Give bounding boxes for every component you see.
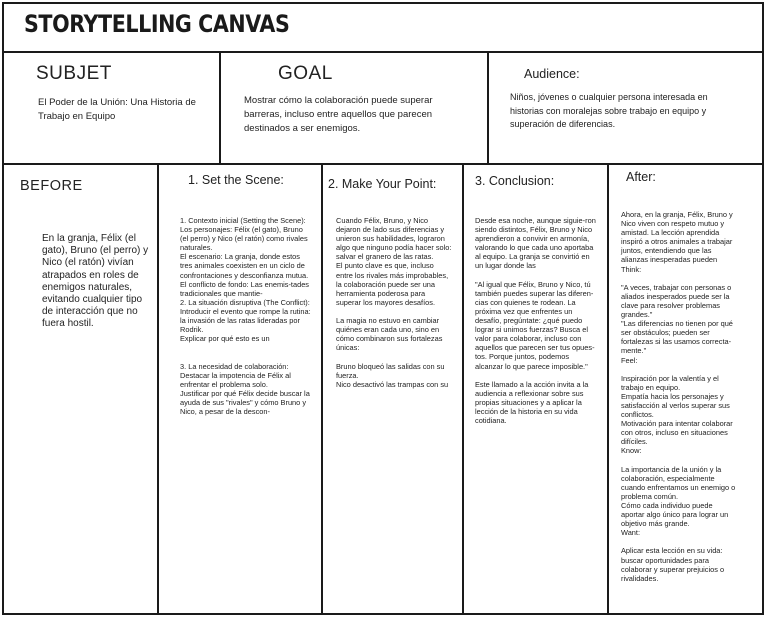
goal-text: Mostrar cómo la colaboración puede superar barreras, incluso entre aquellos que parecen destinados a ser enemigos. [244, 95, 433, 134]
scene-text: 1. Contexto inicial (Setting the Scene): Los personajes: Félix (el gato), Bruno (el perro) y Nico (el ratón) como rivales naturales. El escenario: La granja, donde estos tres animales coexisten en un ciclo de confrontaciones y desconfianza mutua. El conflicto de fondo: Las enemis-tades tradicionales que mantie- 2. La situación disruptiva (The Conflict): Introducir el evento que rompe la rutina: la invasión de las ratas lideradas por Rodrik. Explicar por qué esto es un 3. La necesidad de colaboración: Destacar la impotencia de Félix al enfrentar el problema solo. Justificar por qué Félix decide buscar la ayuda de sus "rivales" y cómo Bruno y Nico, a pesar de la descon- [180, 216, 311, 416]
divider-point-conclusion [462, 164, 464, 615]
goal-label: GOAL [278, 63, 333, 84]
divider-subject-goal [219, 52, 221, 164]
before-label: BEFORE [20, 178, 83, 194]
after-label: After: [626, 170, 656, 184]
divider-scene-point [321, 164, 323, 615]
subject-label: SUBJET [36, 63, 112, 84]
canvas-title: STORYTELLING CANVAS [24, 10, 290, 38]
point-text: Cuando Félix, Bruno, y Nico dejaron de lado sus diferencias y unieron sus habilidades, lograron algo que ninguno podía hacer solo: salvar el granero de las ratas. El punto clave es que, incluso entre los rivales más improbables, la colaboración puede ser una herramienta poderosa para superar los mayores desafíos. La magia no estuvo en cambiar quiénes eran cada uno, sino en cómo combinaron sus fortalezas únicas: Bruno bloqueó las salidas con su fuerza. Nico desactivó las trampas con su [336, 216, 452, 389]
conclusion-label: 3. Conclusion: [475, 174, 555, 188]
divider-before-scene [157, 164, 159, 615]
divider-goal-audience [487, 52, 489, 164]
audience-text: Niños, jóvenes o cualquier persona interesada en historias con moralejas sobre trabajo en equipo y superación de diferencias. [510, 92, 708, 129]
point-label: 2. Make Your Point: [328, 177, 437, 191]
divider-title [2, 51, 764, 53]
conclusion-text: Desde esa noche, aunque siguie-ron siendo distintos, Félix, Bruno y Nico aprendieron a convivir en armonía, valorando lo que cada uno aportaba al equipo. La granja se convirtió en un lugar donde las "Al igual que Félix, Bruno y Nico, tú también puedes superar las diferen-cias con quienes te rodean. La próxima vez que enfrentes un desafío, pregúntate: ¿qué puedo lograr si unimos fuerzas? Busca el valor para colaborar, incluso con aquellos que parecen ser tus opues-tos. Porque juntos, podemos alcanzar lo que parece imposible." Este llamado a la acción invita a la audiencia a reflexionar sobre sus propias situaciones y a aplicar la lección de la historia en su vida cotidiana. [475, 216, 596, 426]
after-text: Ahora, en la granja, Félix, Bruno y Nico viven con respeto mutuo y amistad. La lección aprendida inspiró a otros animales a trabajar juntos, entendiendo que las alianzas inesperadas pueden Think: "A veces, trabajar con personas o aliados inesperados puede ser la clave para resolver problemas grandes." "Las diferencias no tienen por qué ser obstáculos; pueden ser fortalezas si las usamos correcta-mente." Feel: Inspiración por la valentía y el trabajo en equipo. Empatía hacia los personajes y satisfacción al verlos superar sus conflictos. Motivación para intentar colaborar con otros, incluso en situaciones difíciles. Know: La importancia de la unión y la colaboración, especialmente cuando enfrentamos un enemigo o problema común. Cómo cada individuo puede aportar algo único para lograr un objetivo más grande. Want: Aplicar esta lección en su vida: buscar oportunidades para colaborar y superar prejuicios o rivalidades. [621, 210, 736, 583]
before-text: En la granja, Félix (el gato), Bruno (el perro) y Nico (el ratón) vivían atrapados en roles de enemigos naturales, evitando cualquier tipo de interacción que no fuera hostil. [42, 233, 149, 330]
subject-text: El Poder de la Unión: Una Historia de Trabajo en Equipo [38, 97, 196, 122]
divider-top-row [2, 163, 764, 165]
scene-label: 1. Set the Scene: [188, 173, 284, 187]
audience-label: Audience: [524, 67, 580, 81]
divider-conclusion-after [607, 164, 609, 615]
